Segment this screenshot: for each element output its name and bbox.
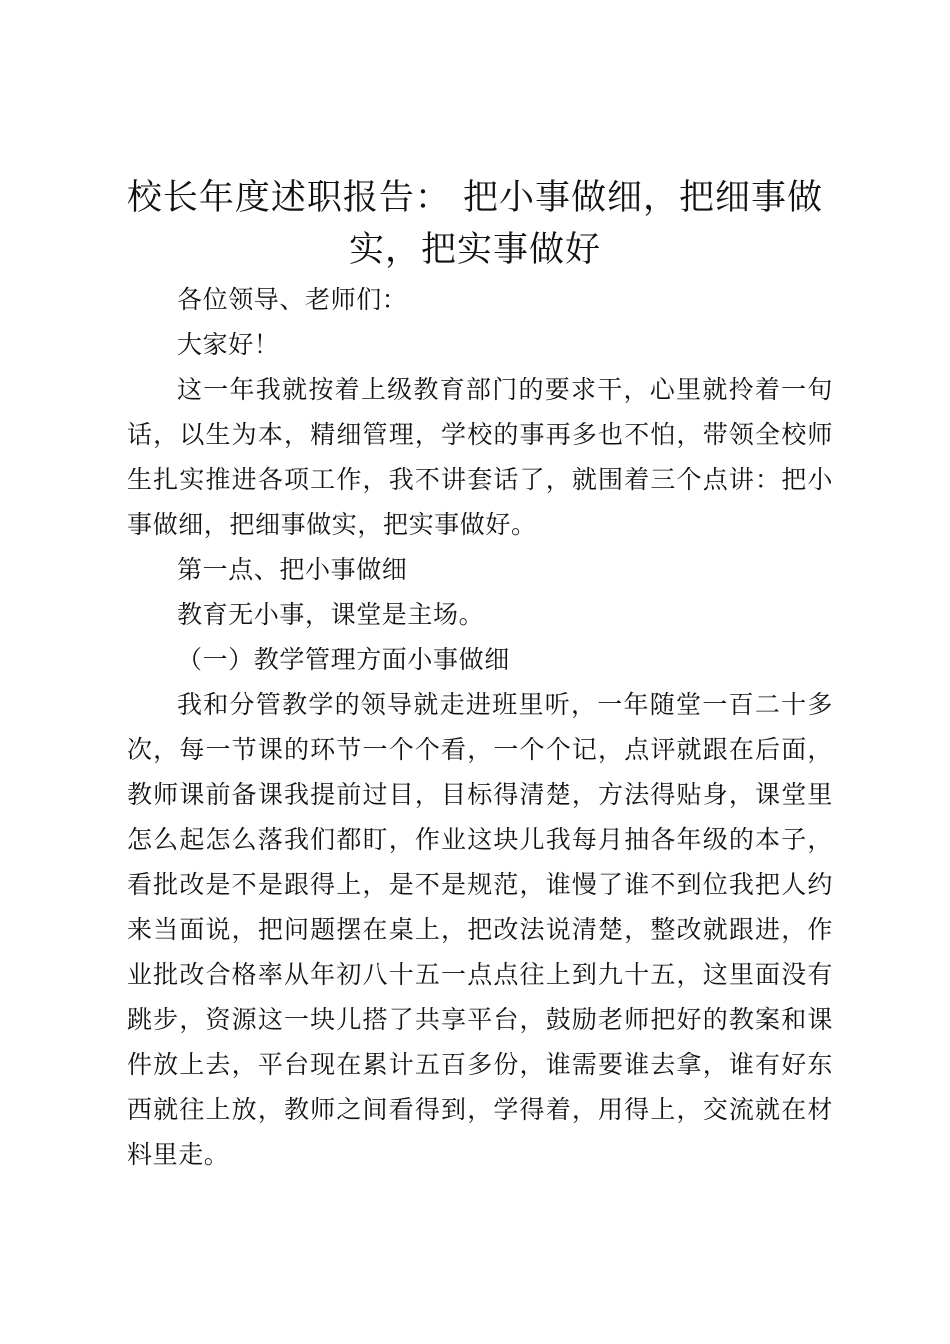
document-title: 校长年度述职报告： 把小事做细，把细事做实，把实事做好 (126, 178, 824, 270)
salutation: 各位领导、老师们： (177, 285, 408, 314)
intro-paragraph: 这一年我就按着上级教育部门的要求干，心里就拎着一句话，以生为本，精细管理，学校的事再多也不怕，带领全校师生扎实推进各项工作，我不讲套话了，就围着三个点讲：把小事做细，把细事做实，把实事做好。 (127, 375, 833, 539)
section-lead: 教育无小事，课堂是主场。 (177, 600, 485, 629)
greeting: 大家好！ (177, 330, 280, 359)
section-heading: 第一点、把小事做细 (177, 555, 408, 584)
subsection-heading: （一）教学管理方面小事做细 (177, 645, 510, 674)
document-body (127, 277, 833, 1177)
body-paragraph: 我和分管教学的领导就走进班里听，一年随堂一百二十多次，每一节课的环节一个个看，一个个记，点评就跟在后面，教师课前备课我提前过目，目标得清楚，方法得贴身，课堂里怎么起怎么落我们都盯，作业这块儿我每月抽各年级的本子，看批改是不是跟得上，是不是规范，谁慢了谁不到位我把人约来当面说，把问题摆在桌上，把改法说清楚，整改就跟进，作业批改合格率从年初八十五一点点往上到九十五，这里面没有跳步，资源这一块儿搭了共享平台，鼓励老师把好的教案和课件放上去，平台现在累计五百多份，谁需要谁去拿，谁有好东西就往上放，教师之间看得到，学得着，用得上，交流就在材料里走。 (127, 690, 833, 1169)
